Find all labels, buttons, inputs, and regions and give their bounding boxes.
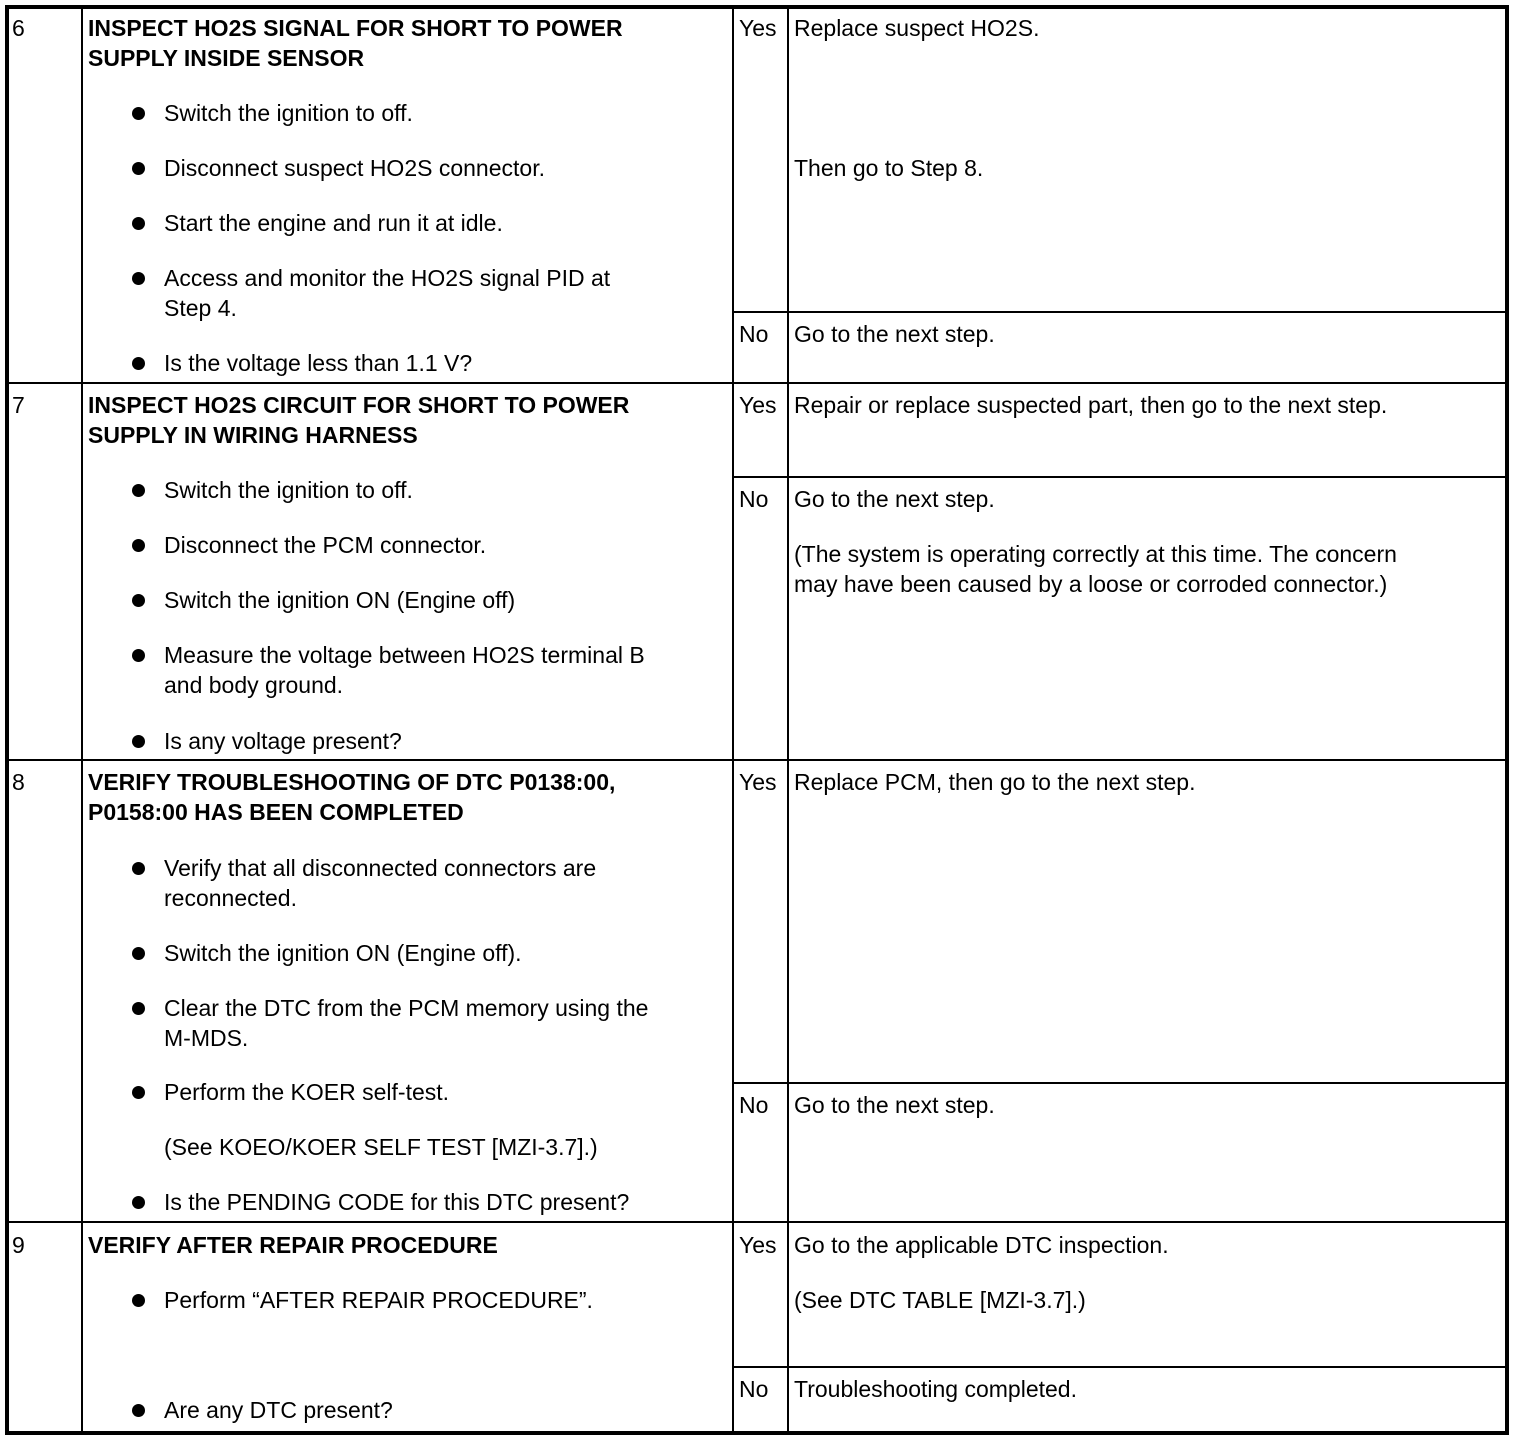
yes-result-reference: (See DTC TABLE [MZI-3.7].) — [794, 1287, 1086, 1313]
no-result-note: (The system is operating correctly at this time. The concern — [794, 541, 1397, 567]
bullet-icon — [132, 947, 145, 960]
no-label: No — [739, 1376, 769, 1402]
step-title: VERIFY AFTER REPAIR PROCEDURE — [88, 1232, 498, 1258]
step-number: 9 — [12, 1232, 25, 1258]
bullet-icon — [132, 272, 145, 285]
no-result: Go to the next step. — [794, 486, 995, 512]
action-item: Switch the ignition ON (Engine off). — [164, 940, 522, 966]
yes-label: Yes — [739, 392, 777, 418]
no-label: No — [739, 486, 769, 512]
action-item: Switch the ignition ON (Engine off) — [164, 587, 516, 613]
bullet-icon — [132, 107, 145, 120]
no-label: No — [739, 1092, 769, 1118]
action-reference: (See KOEO/KOER SELF TEST [MZI-3.7].) — [164, 1134, 598, 1160]
no-result-note: may have been caused by a loose or corroded connector.) — [794, 571, 1388, 597]
action-item: Perform the KOER self-test. — [164, 1079, 450, 1105]
bullet-icon — [132, 862, 145, 875]
row-divider — [5, 382, 1509, 384]
action-question: Is the voltage less than 1.1 V? — [164, 350, 473, 376]
bullet-icon — [132, 1294, 145, 1307]
action-item: Disconnect suspect HO2S connector. — [164, 155, 545, 181]
bullet-icon — [132, 1086, 145, 1099]
yes-result: Replace suspect HO2S. — [794, 15, 1040, 41]
bullet-icon — [132, 735, 145, 748]
action-item-continuation: reconnected. — [164, 885, 297, 911]
yes-label: Yes — [739, 769, 777, 795]
no-result: Troubleshooting completed. — [794, 1376, 1077, 1402]
bullet-icon — [132, 1002, 145, 1015]
column-divider — [81, 5, 83, 1431]
column-divider — [787, 5, 789, 1431]
bullet-icon — [132, 162, 145, 175]
action-item: Start the engine and run it at idle. — [164, 210, 503, 236]
action-item: Verify that all disconnected connectors are — [164, 855, 597, 881]
action-item-continuation: Step 4. — [164, 295, 237, 321]
action-item-continuation: M-MDS. — [164, 1025, 249, 1051]
action-item-continuation: and body ground. — [164, 672, 344, 698]
step-title: INSPECT HO2S CIRCUIT FOR SHORT TO POWER — [88, 392, 630, 418]
step-number: 8 — [12, 769, 25, 795]
yes-label: Yes — [739, 1232, 777, 1258]
yes-result: Repair or replace suspected part, then go to the next step. — [794, 392, 1388, 418]
bullet-icon — [132, 649, 145, 662]
step-title: INSPECT HO2S SIGNAL FOR SHORT TO POWER — [88, 15, 623, 41]
no-label: No — [739, 321, 769, 347]
bullet-icon — [132, 539, 145, 552]
step-number: 7 — [12, 392, 25, 418]
action-item: Perform “AFTER REPAIR PROCEDURE”. — [164, 1287, 593, 1313]
step-title: SUPPLY IN WIRING HARNESS — [88, 422, 418, 448]
bullet-icon — [132, 594, 145, 607]
bullet-icon — [132, 484, 145, 497]
bullet-icon — [132, 1404, 145, 1417]
yes-label: Yes — [739, 15, 777, 41]
step-number: 6 — [12, 15, 25, 41]
bullet-icon — [132, 1196, 145, 1209]
step-title: VERIFY TROUBLESHOOTING OF DTC P0138:00, — [88, 769, 616, 795]
yes-no-divider — [732, 476, 1509, 478]
row-divider — [5, 759, 1509, 761]
yes-result: Go to the applicable DTC inspection. — [794, 1232, 1169, 1258]
action-item: Measure the voltage between HO2S terminal B — [164, 642, 645, 668]
action-question: Are any DTC present? — [164, 1397, 393, 1423]
action-question: Is any voltage present? — [164, 728, 402, 754]
action-item: Clear the DTC from the PCM memory using the — [164, 995, 649, 1021]
no-result: Go to the next step. — [794, 321, 995, 347]
yes-no-divider — [732, 1082, 1509, 1084]
action-item: Access and monitor the HO2S signal PID at — [164, 265, 611, 291]
step-title: SUPPLY INSIDE SENSOR — [88, 45, 365, 71]
yes-result: Then go to Step 8. — [794, 155, 984, 181]
row-divider — [5, 1221, 1509, 1223]
action-item: Disconnect the PCM connector. — [164, 532, 487, 558]
column-divider — [732, 5, 734, 1431]
action-item: Switch the ignition to off. — [164, 100, 413, 126]
action-question: Is the PENDING CODE for this DTC present? — [164, 1189, 630, 1215]
step-title: P0158:00 HAS BEEN COMPLETED — [88, 799, 464, 825]
yes-no-divider — [732, 1366, 1509, 1368]
bullet-icon — [132, 357, 145, 370]
bullet-icon — [132, 217, 145, 230]
no-result: Go to the next step. — [794, 1092, 995, 1118]
yes-result: Replace PCM, then go to the next step. — [794, 769, 1196, 795]
action-item: Switch the ignition to off. — [164, 477, 413, 503]
yes-no-divider — [732, 311, 1509, 313]
